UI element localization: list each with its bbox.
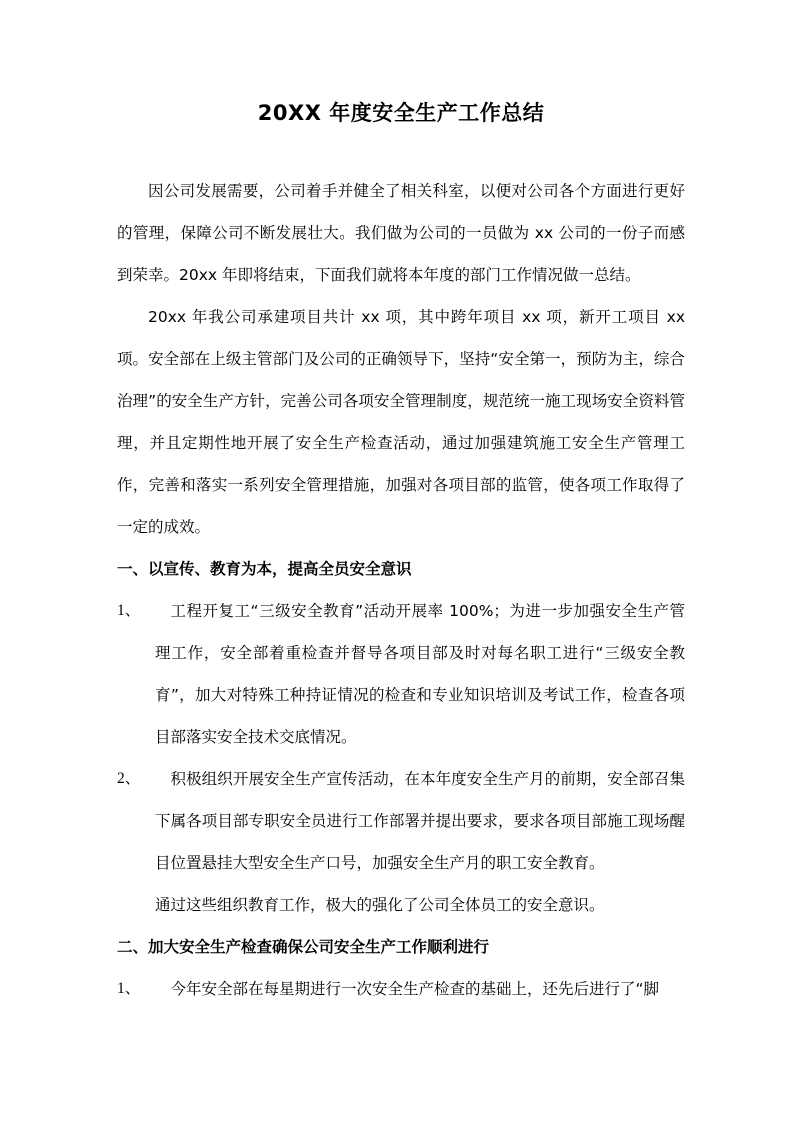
list-item-text: 工程开复工“三级安全教育”活动开展率 100%；为进一步加强安全生产管理工作，安全部着重检查并督导各项目部及时对每名职工进行“三级安全教育”，加大对特殊工种持证情况的检查和专业知识培训及考试工作，检查各项目部落实安全技术交底情况。 <box>155 602 685 746</box>
list-item <box>117 590 685 758</box>
paragraph-overview: 20xx 年我公司承建项目共计 xx 项，其中跨年项目 xx 项，新开工项目 xx 项。安全部在上级主管部门及公司的正确领导下，坚持“安全第一，预防为主，综合治理”的安全生产方针，完善公司各项安全管理制度，规范统一施工现场安全资料管理，并且定期性地开展了安全生产检查活动，通过加强建筑施工安全生产管理工作，完善和落实一系列安全管理措施，加强对各项目部的监管，使各项工作取得了一定的成效。 <box>117 308 685 536</box>
list-item <box>117 968 685 1010</box>
paragraph-intro: 因公司发展需要，公司着手并健全了相关科室，以便对公司各个方面进行更好的管理，保障公司不断发展壮大。我们做为公司的一员做为 xx 公司的一份子而感到荣幸。20xx 年即将结束，下面我们就将本年度的部门工作情况做一总结。 <box>117 182 685 284</box>
list-item <box>117 758 685 884</box>
list-item-marker: 2、 <box>117 770 141 787</box>
list-item-marker: 1、 <box>117 980 141 997</box>
list-item-marker: 1、 <box>117 602 141 619</box>
page-title: 20XX 年度安全生产工作总结 <box>257 101 545 125</box>
section-heading-2: 二、加大安全生产检查确保公司安全生产工作顺利进行 <box>117 938 490 956</box>
list-item-text: 积极组织开展安全生产宣传活动，在本年度安全生产月的前期，安全部召集下属各项目部专职安全员进行工作部署并提出要求，要求各项目部施工现场醒目位置悬挂大型安全生产口号，加强安全生产月的职工安全教育。 <box>155 770 685 872</box>
list-item-text: 今年安全部在每星期进行一次安全生产检查的基础上，还先后进行了“脚 <box>170 980 660 998</box>
document-body <box>117 170 685 1010</box>
section-heading-1: 一、以宣传、教育为本，提高全员安全意识 <box>117 560 412 578</box>
section-closing-text: 通过这些组织教育工作，极大的强化了公司全体员工的安全意识。 <box>155 896 605 914</box>
